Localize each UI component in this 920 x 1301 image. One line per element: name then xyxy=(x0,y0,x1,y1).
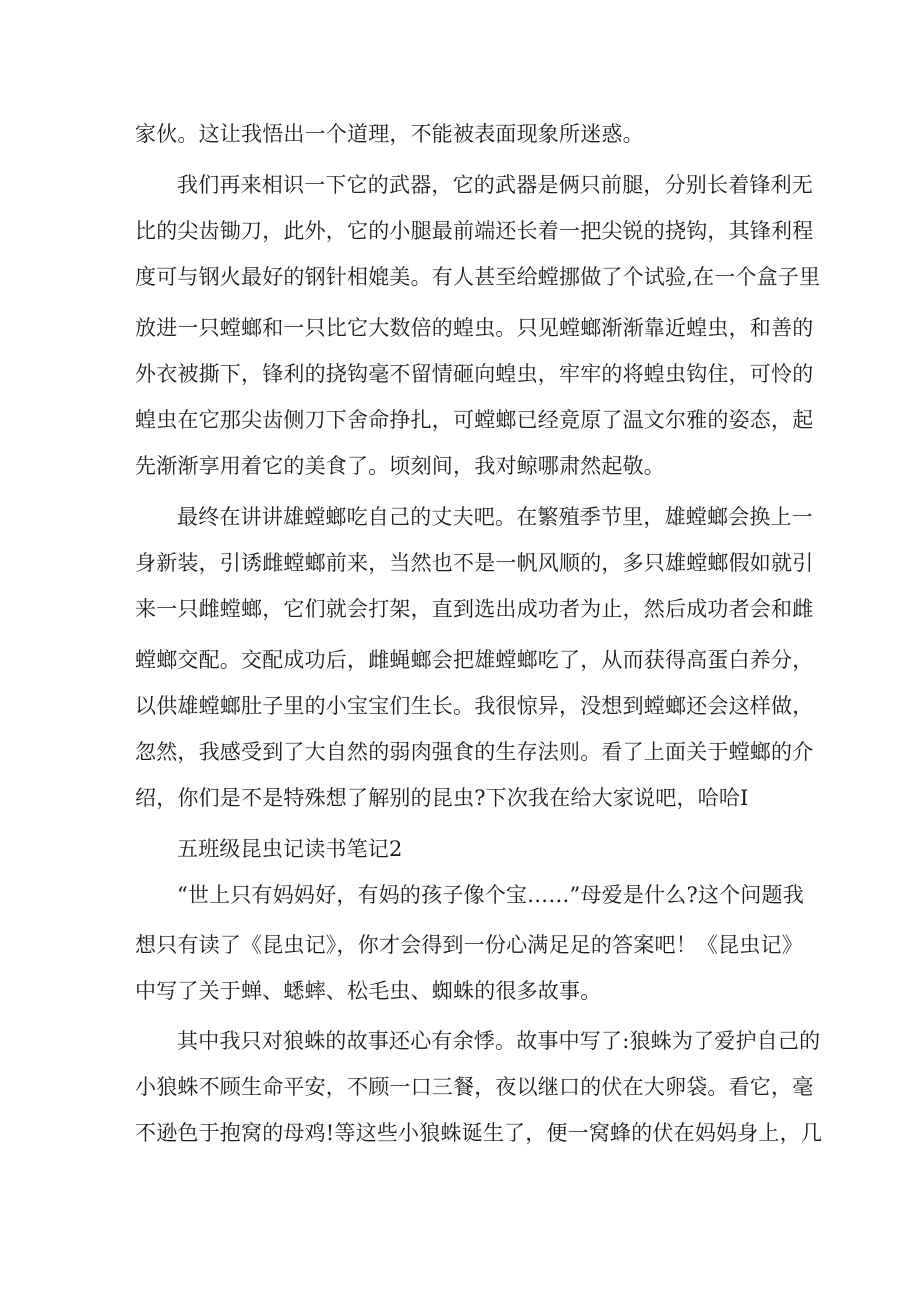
paragraph-line: 中写了关于蝉、蟋蟀、松毛虫、蜘蛛的很多故事。 xyxy=(135,979,602,1003)
paragraph-line: 小狼蛛不顾生命平安，不顾一口三餐，夜以继口的伏在大卵袋。看它，毫 xyxy=(135,1075,814,1099)
paragraph-line: 螳螂交配。交配成功后，雌蝇螂会把雄螳螂吃了，从而获得高蛋白养分， xyxy=(135,648,814,672)
paragraph-line: 其中我只对狼蛛的故事还心有余悸。故事中写了:狼蛛为了爱护自己的 xyxy=(177,1029,821,1053)
paragraph-line: 不逊色于抱窝的母鸡!等这些小狼蛛诞生了，便一窝蜂的伏在妈妈身上，几 xyxy=(135,1121,823,1145)
section-heading: 五班级昆虫记读书笔记2 xyxy=(177,837,403,861)
paragraph-line: 最终在讲讲雄螳螂吃自己的丈夫吧。在繁殖季节里，雄螳螂会换上一 xyxy=(177,505,813,529)
paragraph-line: 度可与钢火最好的钢针相媲美。有人甚至给螳挪做了个试验,在一个盒子里 xyxy=(135,265,821,289)
paragraph-line: 以供雄螳螂肚子里的小宝宝们生长。我很惊异，没想到螳螂还会这样做， xyxy=(135,694,814,718)
paragraph-line: 家伙。这让我悟出一个道理，不能被表面现象所迷惑。 xyxy=(135,122,644,146)
paragraph-line: 来一只雌螳螂，它们就会打架，直到选出成功者为止，然后成功者会和雌 xyxy=(135,597,814,621)
paragraph-line: 我们再来相识一下它的武器，它的武器是俩只前腿，分别长着锋利无 xyxy=(177,173,813,197)
paragraph-line: 蝗虫在它那尖齿侧刀下舍命挣扎，可螳螂已经竟原了温文尔雅的姿态，起 xyxy=(135,408,814,432)
paragraph-line: 忽然，我感受到了大自然的弱肉强食的生存法则。看了上面关于螳螂的介 xyxy=(135,740,814,764)
paragraph-line: 比的尖齿锄刀，此外，它的小腿最前端还长着一把尖锐的挠钩，其锋利程 xyxy=(135,219,814,243)
paragraph-line: 放进一只螳螂和一只比它大数倍的蝗虫。只见螳螂渐渐靠近蝗虫，和善的 xyxy=(135,316,814,340)
paragraph-line: 先渐渐享用着它的美食了。顷刻间，我对鲸哪肃然起敬。 xyxy=(135,454,665,478)
paragraph-line: “世上只有妈妈好，有妈的孩子像个宝……”母爱是什么?这个问题我 xyxy=(177,883,804,907)
paragraph-line: 外衣被撕下，锋利的挠钩毫不留情砸向蝗虫，牢牢的将蝗虫钩住，可怜的 xyxy=(135,362,814,386)
paragraph-line: 身新装，引诱雌螳螂前来，当然也不是一帆风顺的，多只雄螳螂假如就引 xyxy=(135,551,814,575)
paragraph-line: 想只有读了《昆虫记》，你才会得到一份心满足足的答案吧！《昆虫记》 xyxy=(135,933,803,957)
paragraph-line: 绍，你们是不是特殊想了解别的昆虫?下次我在给大家说吧，哈哈I xyxy=(135,786,749,810)
